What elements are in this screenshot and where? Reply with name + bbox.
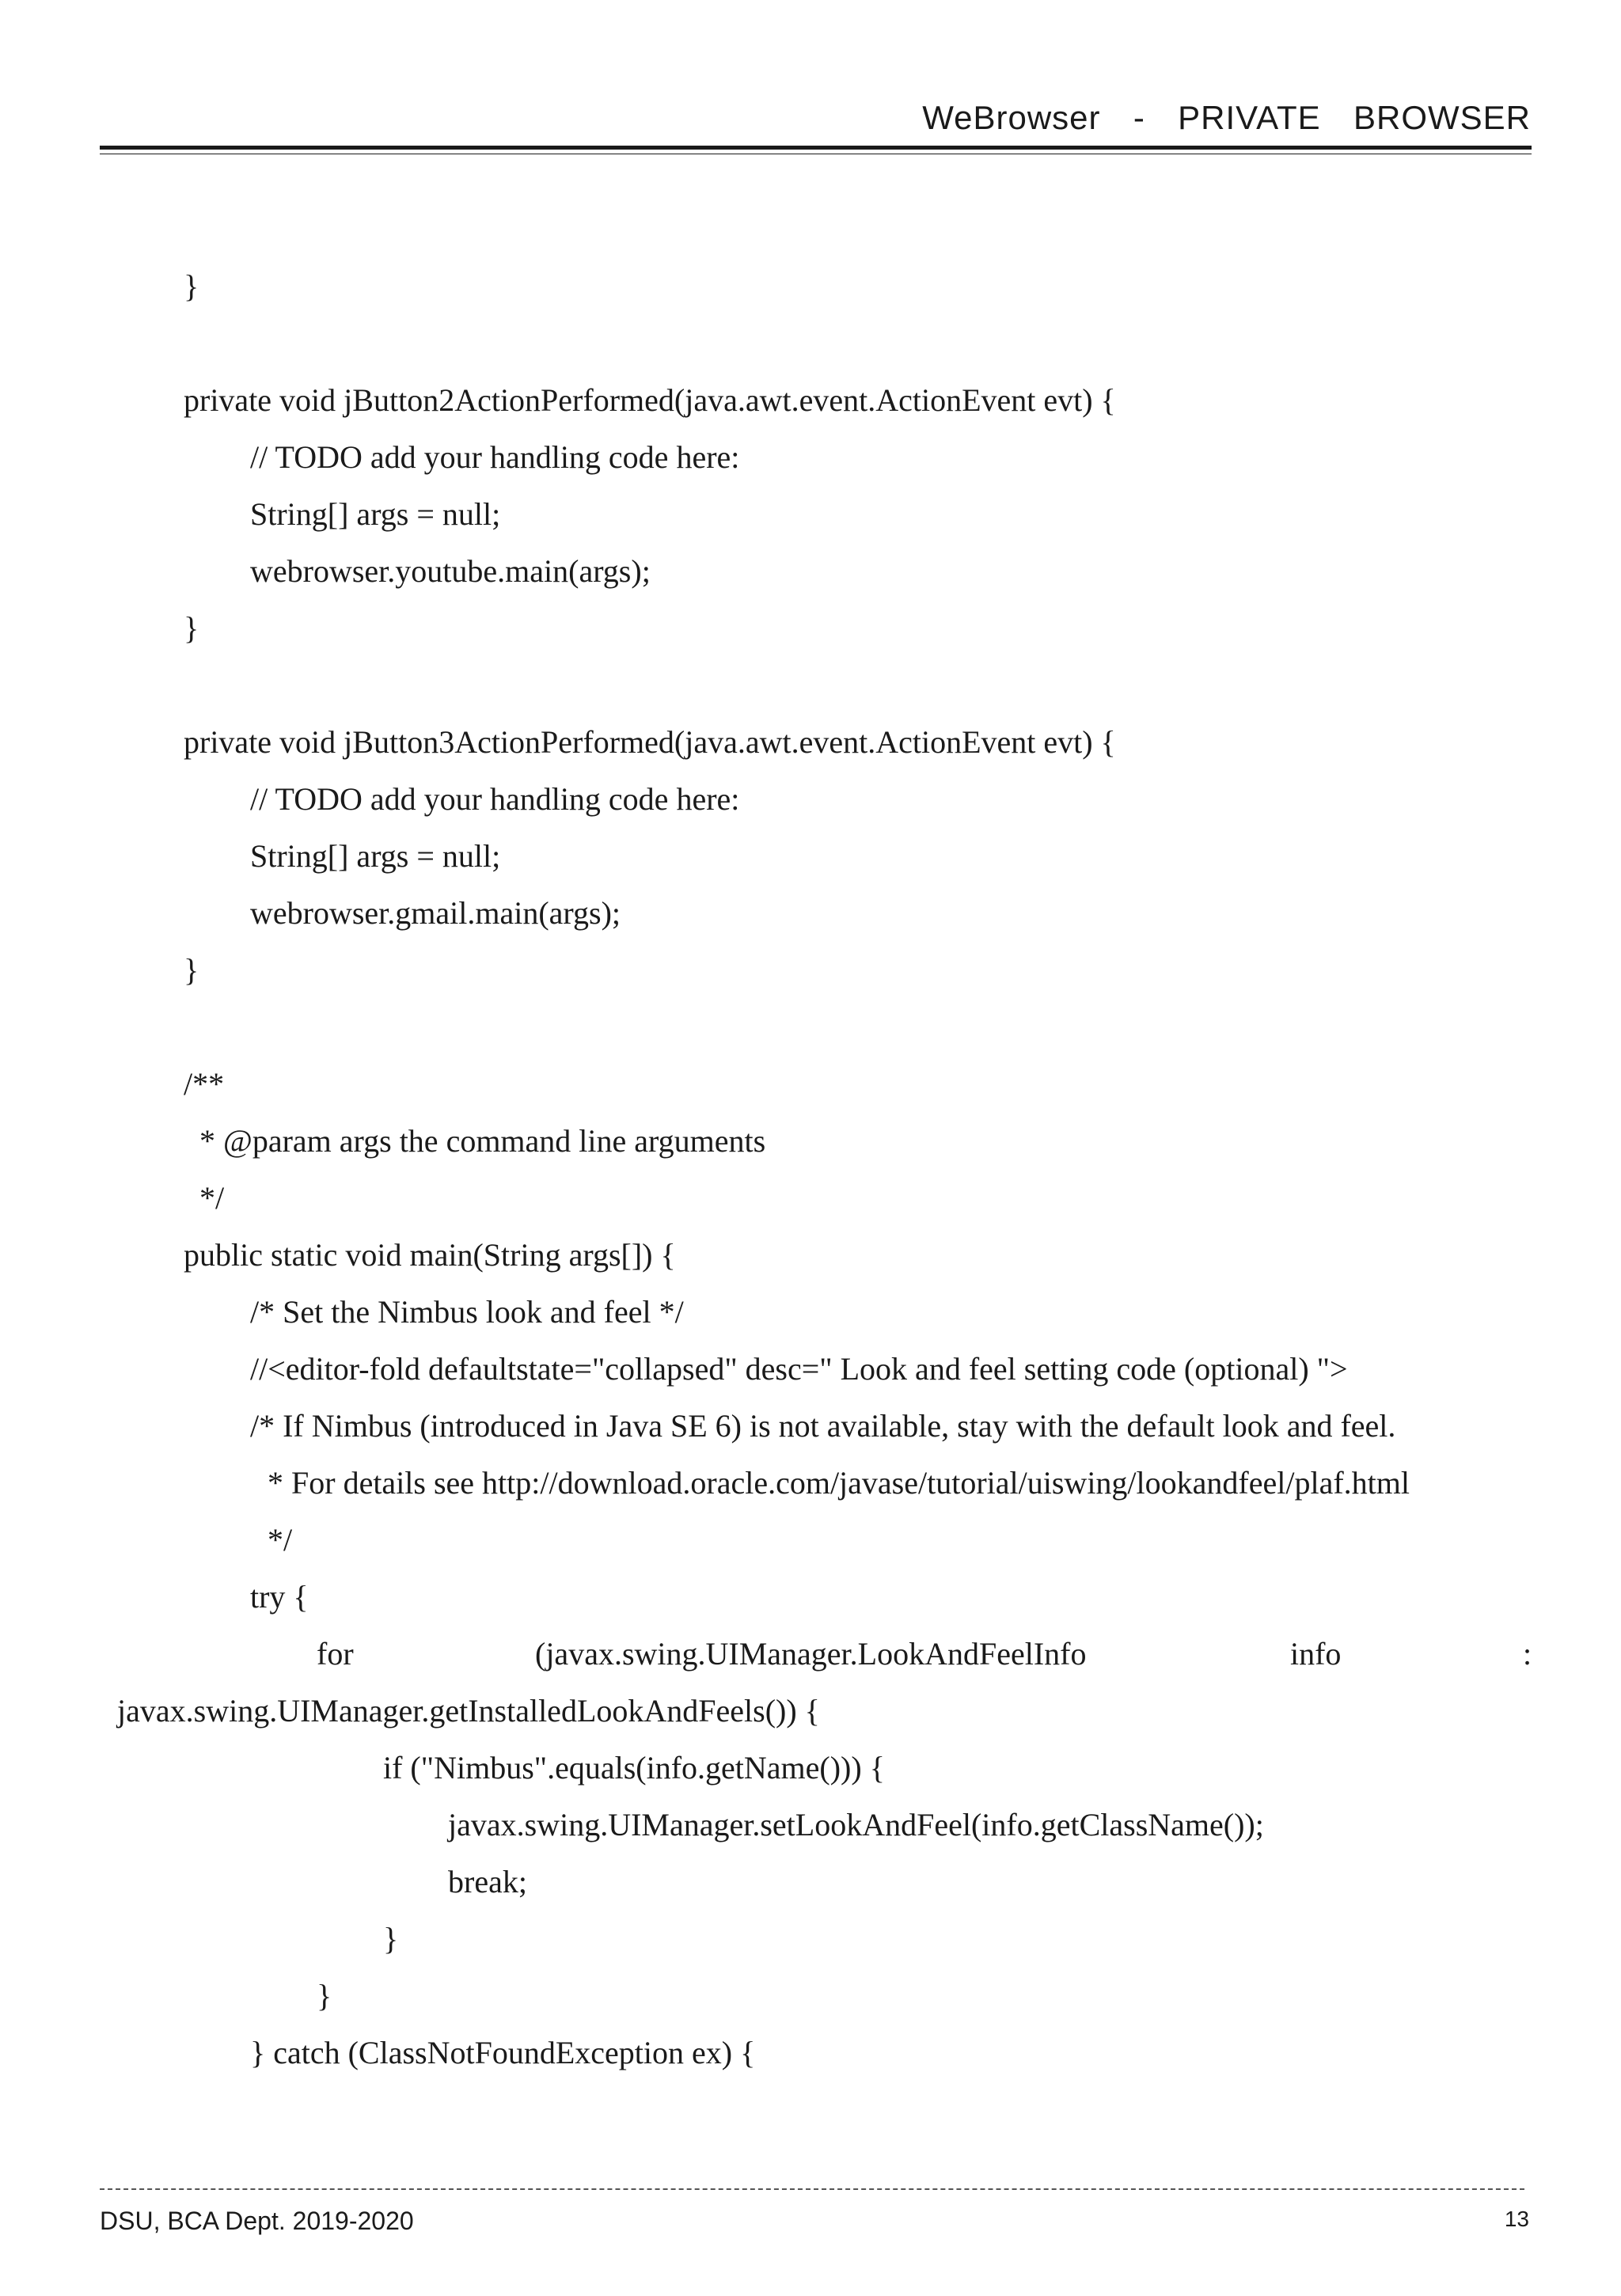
code-line: // TODO add your handling code here: — [250, 439, 740, 475]
code-line: break; — [448, 1864, 527, 1899]
code-line: } — [383, 1921, 399, 1956]
code-line: (javax.swing.UIManager.LookAndFeelInfo — [535, 1636, 1087, 1672]
code-line: /* If Nimbus (introduced in Java SE 6) is not available, stay with the default look and feel. — [250, 1408, 1396, 1444]
code-line: } — [184, 610, 199, 646]
code-line: /* Set the Nimbus look and feel */ — [250, 1294, 684, 1330]
code-line: private void jButton3ActionPerformed(java.awt.event.ActionEvent evt) { — [184, 724, 1116, 760]
footer-divider — [100, 2188, 1524, 2190]
code-line: //<editor-fold defaultstate="collapsed" desc=" Look and feel setting code (optional) "> — [250, 1351, 1348, 1387]
code-line: webrowser.youtube.main(args); — [250, 553, 651, 589]
code-line: } — [184, 268, 199, 304]
code-line: info — [1290, 1636, 1342, 1672]
code-line: for — [317, 1636, 354, 1672]
code-line: javax.swing.UIManager.getInstalledLookAndFeels()) { — [117, 1693, 820, 1729]
code-line: public static void main(String args[]) { — [184, 1237, 676, 1273]
code-line: private void jButton2ActionPerformed(java.awt.event.ActionEvent evt) { — [184, 382, 1116, 418]
code-line: try { — [250, 1579, 309, 1615]
code-line: webrowser.gmail.main(args); — [250, 895, 621, 931]
code-line: * @param args the command line arguments — [199, 1123, 766, 1159]
header-divider — [100, 146, 1532, 154]
page-number: 13 — [1504, 2207, 1529, 2231]
code-line: */ — [268, 1522, 293, 1558]
code-line: if ("Nimbus".equals(info.getName())) { — [383, 1750, 885, 1786]
code-line: * For details see http://download.oracle.com/javase/tutorial/uiswing/lookandfeel/plaf.html — [268, 1465, 1410, 1501]
code-line: */ — [199, 1180, 225, 1216]
code-line: String[] args = null; — [250, 496, 501, 532]
code-line: } — [184, 952, 199, 988]
code-line: String[] args = null; — [250, 838, 501, 874]
code-line: : — [1523, 1636, 1532, 1672]
footer-department: DSU, BCA Dept. 2019-2020 — [100, 2207, 414, 2235]
code-line: } — [317, 1978, 332, 2013]
header-title: WeBrowser - PRIVATE BROWSER — [922, 99, 1531, 136]
code-line: javax.swing.UIManager.setLookAndFeel(info.getClassName()); — [448, 1807, 1264, 1842]
code-line: // TODO add your handling code here: — [250, 781, 740, 817]
code-line: /** — [184, 1066, 225, 1102]
code-line: } catch (ClassNotFoundException ex) { — [250, 2035, 756, 2070]
